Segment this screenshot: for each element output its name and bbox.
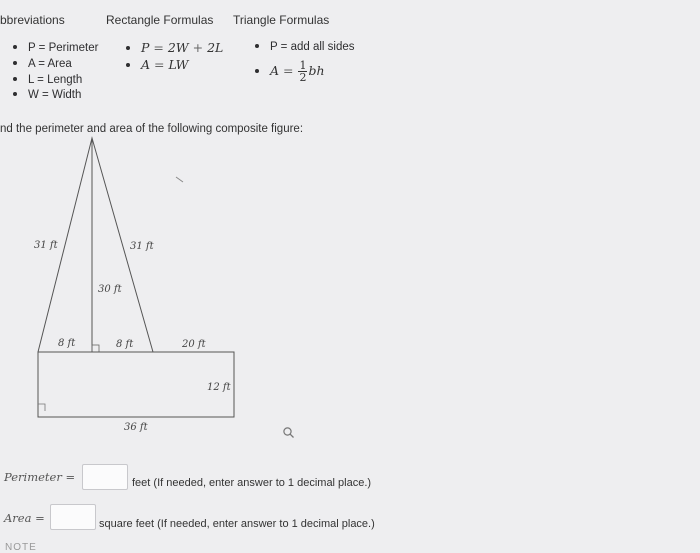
abbreviation-item-area: A = Area bbox=[13, 58, 72, 70]
abbreviation-item-width: W = Width bbox=[13, 89, 81, 101]
search-icon[interactable] bbox=[282, 426, 296, 440]
height-label: 30 ft bbox=[98, 284, 122, 295]
left-side-label: 31 ft bbox=[34, 240, 58, 251]
perimeter-unit-text: feet (If needed, enter answer to 1 decimal place.) bbox=[132, 477, 372, 489]
instruction-text: nd the perimeter and area of the following composite figure: bbox=[0, 123, 304, 135]
rect-height-label: 12 ft bbox=[207, 382, 231, 393]
triangle-formulas-heading: Triangle Formulas bbox=[233, 13, 330, 27]
abbreviations-heading: bbreviations bbox=[0, 13, 65, 27]
area-label: Area = bbox=[4, 511, 45, 525]
footer-cut-text: NOTE bbox=[5, 542, 37, 553]
triangle-perimeter-formula: P = add all sides bbox=[255, 41, 355, 53]
rectangle-area-formula: A = LW bbox=[126, 57, 189, 72]
area-unit-text: square feet (If needed, enter answer to 1 decimal place.) bbox=[99, 518, 375, 530]
area-input[interactable] bbox=[50, 504, 96, 530]
left-base-label: 8 ft bbox=[58, 338, 76, 349]
right-base-label: 8 ft bbox=[116, 339, 134, 350]
rectangle-perimeter-formula: P = 2W + 2L bbox=[126, 40, 223, 55]
triangle-area-formula: A = $\frac{1}{2}$ bh bbox=[255, 60, 325, 83]
perimeter-input[interactable] bbox=[82, 464, 128, 490]
abbreviation-item-perimeter: P = Perimeter bbox=[13, 42, 98, 54]
right-angle-marker bbox=[92, 345, 99, 352]
stray-mark bbox=[176, 177, 183, 182]
corner-marker bbox=[38, 404, 45, 411]
abbreviation-item-length: L = Length bbox=[13, 74, 82, 86]
rectangle-formulas-heading: Rectangle Formulas bbox=[106, 13, 214, 27]
rectangle-outline bbox=[38, 352, 234, 417]
top-right-width-label: 20 ft bbox=[182, 339, 206, 350]
rect-width-label: 36 ft bbox=[124, 422, 148, 433]
perimeter-label: Perimeter = bbox=[4, 470, 76, 484]
one-half-fraction: $\frac{1}{2}$ bbox=[299, 59, 307, 84]
right-side-label: 31 ft bbox=[130, 241, 154, 252]
